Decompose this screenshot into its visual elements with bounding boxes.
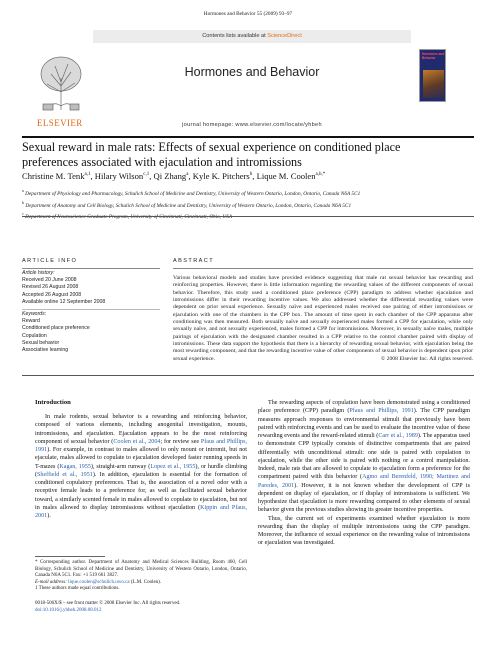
article-info-rule (22, 268, 160, 269)
journal-masthead (22, 21, 474, 137)
cover-title: Hormones and Behavior (422, 52, 445, 60)
citation-link[interactable]: Sheffield et al., 1951 (37, 471, 93, 478)
keywords-rule (22, 309, 160, 310)
homepage-prefix: journal homepage: (182, 122, 236, 128)
text-run: In male rodents, sexual behavior is a rewarding and reinforcing behavior, composed of various elements, including anogenital investigation, mounts, intromissions, and ejaculation. Ejaculation appears to be the most reinforcing component of sexual behavior ( (35, 414, 247, 445)
keywords-label: Keywords: (22, 311, 47, 317)
journal-title: Hormones and Behavior (184, 65, 320, 79)
sciencedirect-link[interactable]: ScienceDirect (267, 33, 302, 39)
affiliation-item (22, 187, 474, 199)
text-run: ; for review see (160, 438, 201, 445)
citation-link[interactable]: Kippin and Pfaus, 2001 (35, 504, 247, 519)
history-item: Revised 26 August 2008 (22, 284, 79, 291)
affiliation-mark: a (22, 188, 24, 193)
keyword-item[interactable]: Sexual behavior (22, 339, 60, 346)
email-link[interactable]: lique.coolen@schulich.uwo.ca (68, 579, 130, 585)
corresponding-author-note: * Corresponding author. Department of Anatomy and Medical Sciences Building, Room 460, Cell Biology, Schulich School of Medicine and Dentistry, University of Western Ontario, London, Ontario, Canada N6A 5C1. Fax: +1 519 661 3827. (35, 560, 247, 579)
footnotes (35, 560, 247, 593)
introduction-paragraph (258, 399, 470, 515)
keywords-block (22, 311, 90, 354)
body-column-right (258, 399, 470, 548)
introduction-paragraph (35, 413, 247, 520)
text-run: ). (47, 513, 51, 519)
text-run: ). The CPP paradigm measures approach responses to environmental stimuli that previously have been paired with reinforcing events and can be used to evaluate the incentive value of these rewarding events and the reward-related stimuli ( (258, 408, 470, 439)
text-run: ), or hurdle climbing ( (35, 463, 248, 478)
author-name[interactable]: Lique M. Coolen (256, 171, 316, 181)
email-label: E-mail address: (35, 579, 69, 585)
article-info-heading: ARTICLE INFO (22, 258, 78, 264)
author-affiliation-mark: a,b,* (315, 172, 326, 178)
tree-emblem-icon (37, 52, 85, 112)
citation-link[interactable]: Carr et al., 1989 (378, 433, 418, 439)
keyword-item[interactable]: Reward (22, 318, 40, 325)
abstract-copyright: © 2008 Elsevier Inc. All rights reserved. (380, 356, 473, 362)
issn-block (35, 601, 247, 614)
history-item: Received 20 June 2008 (22, 277, 77, 284)
footnote-rule (35, 556, 105, 557)
keyword-item[interactable]: Associative learning (22, 347, 69, 354)
text-run: ). However, it is not known whether the development of CPP is dependent on display of ejaculation, or if display of intromissions is sufficient. We hypothesize that ejaculation is more rewarding compared to other elements of sexual behavior given the previous studies showing its greater incentive properties. (258, 482, 470, 514)
history-item: Accepted 26 August 2008 (22, 291, 82, 298)
article-title-line-2: preferences associated with ejaculation and intromissions (22, 155, 302, 169)
abstract-divider (22, 375, 474, 376)
doi-link[interactable]: doi:10.1016/j.yhbeh.2008.08.012 (35, 607, 102, 613)
contents-prefix: Contents lists available at (202, 33, 268, 39)
abstract-rule (173, 268, 473, 269)
author-name[interactable]: Hilary Wilson (94, 171, 144, 181)
author-name[interactable]: Qi Zhang (153, 171, 187, 181)
affiliation-text: Department of Anatomy and Cell Biology, Schulich School of Medicine and Dentistry, University of Western Ontario, London, Ontario, Canada N6A 5C1 (25, 202, 352, 209)
journal-homepage (93, 122, 411, 128)
introduction-paragraph: Thus, the current set of experiments examined whether ejaculation is more rewarding than the display of multiple intromissions using the CPP paradigm. Moreover, the influence of sexual experience on the rewarding value of intromissions or ejaculation was investigated. (258, 515, 470, 547)
affiliation-mark: b (22, 199, 24, 205)
contents-available-bar (93, 30, 411, 43)
abstract-heading: ABSTRACT (173, 258, 215, 264)
publisher-logo-text: ELSEVIER (37, 118, 83, 128)
article-title-line-1: Sexual reward in male rats: Effects of sexual experience on conditioned place (22, 140, 401, 154)
text-run: ). For example, in contrast to males allowed to only mount or intromit, but not ejaculate, males allowed to copulate to ejaculation developed faster running speeds in T-mazes ( (35, 447, 247, 470)
homepage-url-link[interactable]: www.elsevier.com/locate/yhbeh (235, 122, 322, 128)
introduction-heading: Introduction (35, 399, 71, 406)
citation-link[interactable]: Pfaus and Phillips, 1991 (35, 438, 247, 453)
author-affiliation-mark: c,1 (143, 172, 150, 178)
elsevier-logo[interactable] (33, 21, 87, 128)
citation-link[interactable]: Coolen et al., 2004 (113, 438, 161, 445)
issn-line: 0018-506X/$ – see front matter © 2008 Elsevier Inc. All rights reserved. (35, 601, 181, 606)
keyword-item[interactable]: Conditioned place preference (22, 325, 90, 332)
text-run: ). The apparatus used to demonstrate CPP typically consists of distinctive compartments that are paired differentially with unconditional stimuli: one side is paired with copulation to ejaculation, while the other side is paired with nothing or a control manipulation. Indeed, male rats that are allowed to copulate to ejaculation form a preference for the compartment paired with this behavior ( (258, 433, 470, 481)
masthead-divider (22, 136, 474, 138)
citation-link[interactable]: Kagan, 1955 (59, 463, 91, 470)
article-history (22, 270, 105, 306)
author-affiliation-mark: b (249, 172, 253, 178)
text-run: ). In addition, ejaculation is essential for the formation of conditioned copulatory preferences. That is, the association of a novel odor with a receptive female leads to a preference for, as well as facilitated sexual behavior toward, a similarly scented female in males allowed to copulate to ejaculation, but not in males allowed to display intromissions without ejaculation ( (35, 471, 247, 511)
author-name[interactable]: Christine M. Tenk (22, 171, 85, 181)
title-divider (22, 216, 474, 217)
journal-cover-thumbnail[interactable] (419, 49, 446, 102)
running-head: Hormones and Behavior 55 (2009) 93–97 (203, 11, 293, 17)
affiliation-mark: c (22, 211, 24, 217)
history-label: Article history: (22, 270, 55, 276)
author-affiliation-mark: a,1 (84, 172, 91, 178)
equal-contribution-note: 1 These authors made equal contributions. (35, 586, 120, 592)
text-run: The rewarding aspects of copulation have been demonstrated using a conditioned place preference (CPP) paradigm ( (258, 400, 470, 415)
citation-link[interactable]: Pfaus and Phillips, 1991 (349, 408, 414, 415)
email-note (35, 580, 247, 587)
citation-link[interactable]: Agmo and Berenfeld, 1990; Martinez and Paredes, 2001 (258, 474, 471, 489)
citation-link[interactable]: Lopez et al., 1955 (150, 463, 196, 470)
author-affiliation-mark: a (186, 172, 189, 178)
history-item: Available online 12 September 2008 (22, 298, 106, 305)
author-name[interactable]: Kyle K. Pitchers (192, 171, 250, 181)
abstract-text: Various behavioral models and studies have provided evidence suggesting that male rat sexual behavior has rewarding and reinforcing properties. However, there is little information regarding the rewarding values of the different components of sexual behavior. Therefore, this study used a conditioned place preference (CPP) paradigm to address whether ejaculation and intromissions differ in their rewarding incentive values. We also addressed whether the differential rewarding values were dependent on prior sexual experience. Sexually naïve and experienced males received one pairing of either intromissions or ejaculation with one of the chambers in the CPP box. The amount of time spent in each chamber of the CPP apparatus after conditioning was then measured. Both sexually naïve and sexually experienced males formed a CPP for ejaculation, while only sexually naïve, and not sexually experienced, males formed a CPP for intromissions. Moreover, in sexually naïve males, multiple pairings of ejaculation with the designated chamber resulted in a CPP relative to the control chamber paired with display of intromissions. These data support the hypothesis that there is a hierarchy of rewarding sexual behavior, with ejaculation being the most rewarding component, and that the rewarding incentive value of other components of sexual behavior is dependent upon prior sexual experience. (173, 275, 473, 362)
cover-image (423, 70, 444, 98)
affiliation-item (22, 199, 474, 211)
article-title (22, 140, 474, 170)
email-suffix: (L.M. Coolen). (129, 579, 162, 585)
affiliation-text: Department of Physiology and Pharmacology, Schulich School of Medicine and Dentistry, University of Western Ontario, London, Ontario, Canada N6A 5C1 (25, 190, 361, 197)
keyword-item[interactable]: Copulation (22, 332, 47, 339)
body-column-left (35, 413, 247, 520)
text-run: ), straight-arm runway ( (90, 463, 151, 470)
author-list: Christine M. Tenk$^{a,1}$, Hilary Wilson$^{c,1}$, Qi Zhang$^a$, Kyle K. Pitchers$^b$, Lique M. Coolen$^{a,b,*}$ (22, 171, 326, 181)
